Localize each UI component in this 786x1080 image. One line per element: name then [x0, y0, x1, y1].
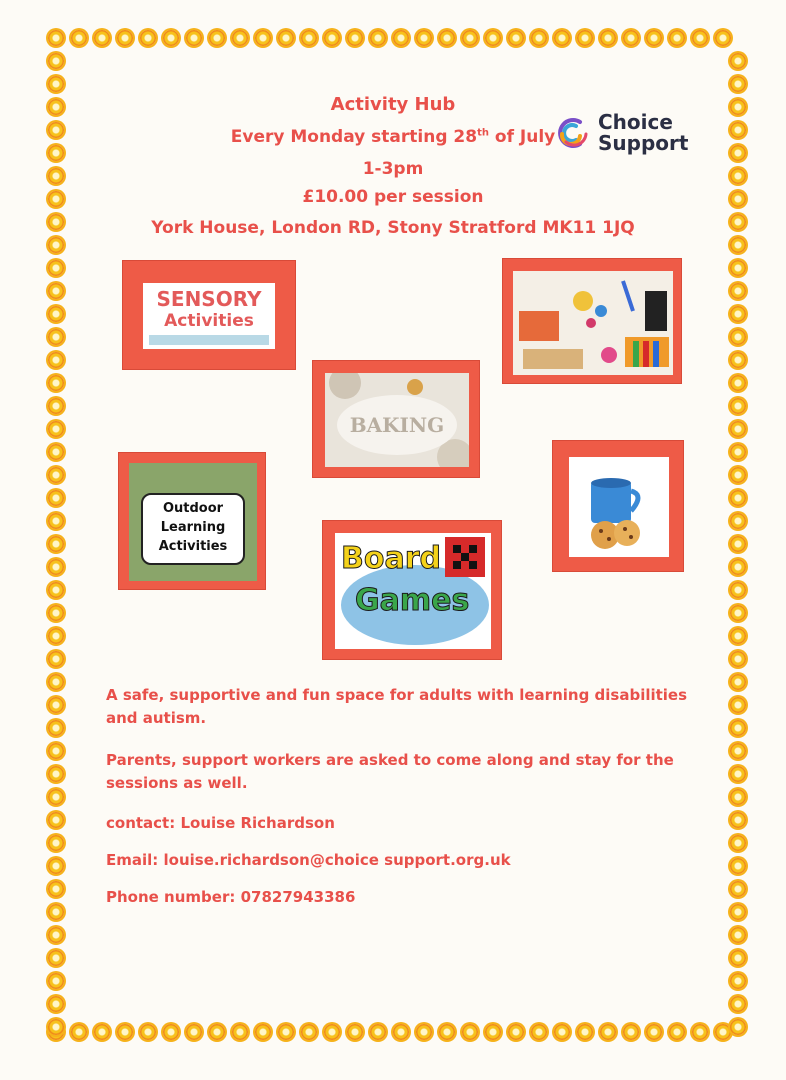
sun-icon: [48, 973, 64, 989]
sun-icon: [730, 996, 746, 1012]
sun-icon: [393, 1024, 409, 1040]
sun-icon: [692, 30, 708, 46]
sun-icon: [577, 30, 593, 46]
sun-icon: [48, 53, 64, 69]
sun-icon: [730, 1019, 746, 1035]
outdoor-line-1: Outdoor: [162, 501, 224, 516]
sun-icon: [531, 30, 547, 46]
sun-icon: [485, 1024, 501, 1040]
sun-icon: [416, 1024, 432, 1040]
sun-icon: [439, 1024, 455, 1040]
sun-icon: [48, 352, 64, 368]
logo-text: [598, 112, 688, 154]
sun-icon: [301, 30, 317, 46]
time-line: 1-3pm: [362, 159, 424, 179]
sun-icon: [48, 835, 64, 851]
sensory-image: [143, 283, 275, 349]
sun-icon: [730, 306, 746, 322]
sun-icon: [730, 76, 746, 92]
tea-biscuits-image: [569, 457, 669, 557]
sun-icon: [730, 260, 746, 276]
sun-icon: [48, 237, 64, 253]
sun-icon: [278, 1024, 294, 1040]
outdoor-image: [129, 463, 257, 581]
price-line: £10.00 per session: [302, 187, 484, 207]
sun-icon: [48, 881, 64, 897]
sun-icon: [48, 697, 64, 713]
logo-line-1: Choice: [598, 110, 673, 134]
sun-icon: [730, 605, 746, 621]
sun-icon: [730, 421, 746, 437]
contact-text: contact: Louise Richardson: [106, 814, 335, 832]
sun-icon: [730, 375, 746, 391]
sensory-paint-strip: [149, 335, 269, 345]
sun-icon: [508, 30, 524, 46]
board-games-tile: [322, 520, 502, 660]
sun-icon: [48, 789, 64, 805]
sun-icon: [48, 743, 64, 759]
sun-icon: [48, 421, 64, 437]
sun-icon: [485, 30, 501, 46]
sun-icon: [730, 789, 746, 805]
sun-icon: [393, 30, 409, 46]
sun-icon: [48, 904, 64, 920]
sun-icon: [48, 490, 64, 506]
sun-icon: [48, 559, 64, 575]
sun-icon: [730, 237, 746, 253]
sun-icon: [48, 996, 64, 1012]
sun-icon: [48, 674, 64, 690]
sun-icon: [301, 1024, 317, 1040]
sun-icon: [730, 283, 746, 299]
sun-icon: [186, 1024, 202, 1040]
sun-icon: [462, 30, 478, 46]
sun-icon: [730, 582, 746, 598]
sun-icon: [623, 1024, 639, 1040]
sun-icon: [209, 30, 225, 46]
sun-icon: [730, 858, 746, 874]
sun-icon: [730, 53, 746, 69]
board-line-1: Board: [341, 541, 441, 576]
sun-icon: [730, 927, 746, 943]
sensory-line-1: SENSORY: [156, 287, 262, 311]
sun-icon: [730, 950, 746, 966]
sun-icon: [117, 30, 133, 46]
outdoor-line-3: Activities: [158, 539, 228, 554]
sun-icon: [232, 30, 248, 46]
sun-icon: [94, 30, 110, 46]
sun-icon: [209, 1024, 225, 1040]
sun-icon: [324, 30, 340, 46]
sun-icon: [48, 651, 64, 667]
outdoor-text: [141, 499, 245, 556]
sun-icon: [600, 1024, 616, 1040]
sun-icon: [48, 766, 64, 782]
sun-icon: [554, 1024, 570, 1040]
sun-icon: [730, 490, 746, 506]
sun-icon: [255, 1024, 271, 1040]
sun-icon: [186, 30, 202, 46]
sun-icon: [71, 1024, 87, 1040]
sun-icon: [554, 30, 570, 46]
schedule-sup: th: [477, 127, 489, 139]
logo-icon: [550, 112, 592, 154]
sun-icon: [531, 1024, 547, 1040]
sun-icon: [347, 30, 363, 46]
address-line: York House, London RD, Stony Stratford MK11 1JQ: [151, 218, 635, 238]
sun-icon: [48, 927, 64, 943]
sun-icon: [730, 812, 746, 828]
choice-support-logo: [550, 112, 710, 156]
sun-icon: [730, 398, 746, 414]
sun-icon: [48, 582, 64, 598]
sun-icon: [48, 444, 64, 460]
sun-icon: [370, 1024, 386, 1040]
sun-icon: [232, 1024, 248, 1040]
sun-icon: [347, 1024, 363, 1040]
sun-icon: [623, 30, 639, 46]
sun-icon: [48, 628, 64, 644]
sun-icon: [730, 674, 746, 690]
parents-text: Parents, support workers are asked to come along and stay for the sessions as well.: [106, 751, 674, 792]
sun-icon: [730, 881, 746, 897]
sun-icon: [48, 812, 64, 828]
sun-icon: [48, 720, 64, 736]
schedule-pre: Every Monday starting 28: [230, 127, 478, 147]
sun-icon: [71, 30, 87, 46]
tea-biscuits-tile: [552, 440, 684, 572]
sun-icon: [48, 605, 64, 621]
sun-icon: [730, 720, 746, 736]
sun-icon: [48, 858, 64, 874]
description-text: A safe, supportive and fun space for adults with learning disabilities and autism.: [106, 686, 688, 727]
sun-icon: [692, 1024, 708, 1040]
baking-image: [325, 373, 469, 467]
sun-icon: [48, 76, 64, 92]
sun-icon: [48, 260, 64, 276]
sun-icon: [715, 1024, 731, 1040]
sun-icon: [646, 1024, 662, 1040]
sun-icon: [140, 30, 156, 46]
sun-icon: [730, 559, 746, 575]
phone-text: Phone number: 07827943386: [106, 888, 356, 906]
sensory-activities-tile: [122, 260, 296, 370]
sun-icon: [439, 30, 455, 46]
sun-icon: [48, 375, 64, 391]
sun-icon: [730, 536, 746, 552]
sun-icon: [140, 1024, 156, 1040]
sun-icon: [48, 1019, 64, 1035]
sun-icon: [730, 766, 746, 782]
sun-icon: [715, 30, 731, 46]
sun-icon: [48, 329, 64, 345]
sun-icon: [48, 950, 64, 966]
sun-icon: [646, 30, 662, 46]
sun-icon: [730, 444, 746, 460]
sun-icon: [730, 329, 746, 345]
sun-icon: [370, 30, 386, 46]
craft-supplies-image: [513, 271, 673, 375]
outdoor-learning-tile: [118, 452, 266, 590]
sun-icon: [730, 628, 746, 644]
sun-icon: [48, 306, 64, 322]
sun-icon: [730, 904, 746, 920]
sun-icon: [94, 1024, 110, 1040]
craft-supplies-illustration: [513, 271, 673, 375]
sun-icon: [730, 467, 746, 483]
sun-icon: [324, 1024, 340, 1040]
sun-icon: [730, 513, 746, 529]
sun-icon: [416, 30, 432, 46]
schedule-post: of July: [488, 127, 556, 147]
baking-label: BAKING: [349, 413, 445, 437]
sun-icon: [163, 1024, 179, 1040]
craft-supplies-tile: [502, 258, 682, 384]
sun-icon: [730, 651, 746, 667]
sun-icon: [730, 743, 746, 759]
flyer-title: Activity Hub: [330, 94, 456, 115]
sun-icon: [48, 467, 64, 483]
sun-icon: [48, 283, 64, 299]
board-line-2: Games: [355, 583, 470, 618]
sun-icon: [730, 352, 746, 368]
sun-icon: [730, 697, 746, 713]
email-text: Email: louise.richardson@choice support.org.uk: [106, 851, 511, 869]
logo-line-2: Support: [598, 131, 689, 155]
sun-icon: [669, 1024, 685, 1040]
sun-icon: [117, 1024, 133, 1040]
sun-icon: [278, 30, 294, 46]
board-games-image: [335, 533, 491, 649]
sensory-line-2: Activities: [164, 311, 254, 331]
sun-icon: [600, 30, 616, 46]
sun-icon: [255, 30, 271, 46]
sun-icon: [48, 513, 64, 529]
sun-icon: [508, 1024, 524, 1040]
sun-icon: [669, 30, 685, 46]
mug-cookie-icon: [569, 457, 669, 557]
sun-icon: [48, 30, 64, 46]
sun-icon: [163, 30, 179, 46]
outdoor-line-2: Learning: [160, 520, 226, 535]
sun-icon: [577, 1024, 593, 1040]
sun-icon: [48, 536, 64, 552]
baking-tile: [312, 360, 480, 478]
sun-icon: [48, 398, 64, 414]
sun-icon: [730, 835, 746, 851]
sun-icon: [730, 973, 746, 989]
sun-icon: [462, 1024, 478, 1040]
